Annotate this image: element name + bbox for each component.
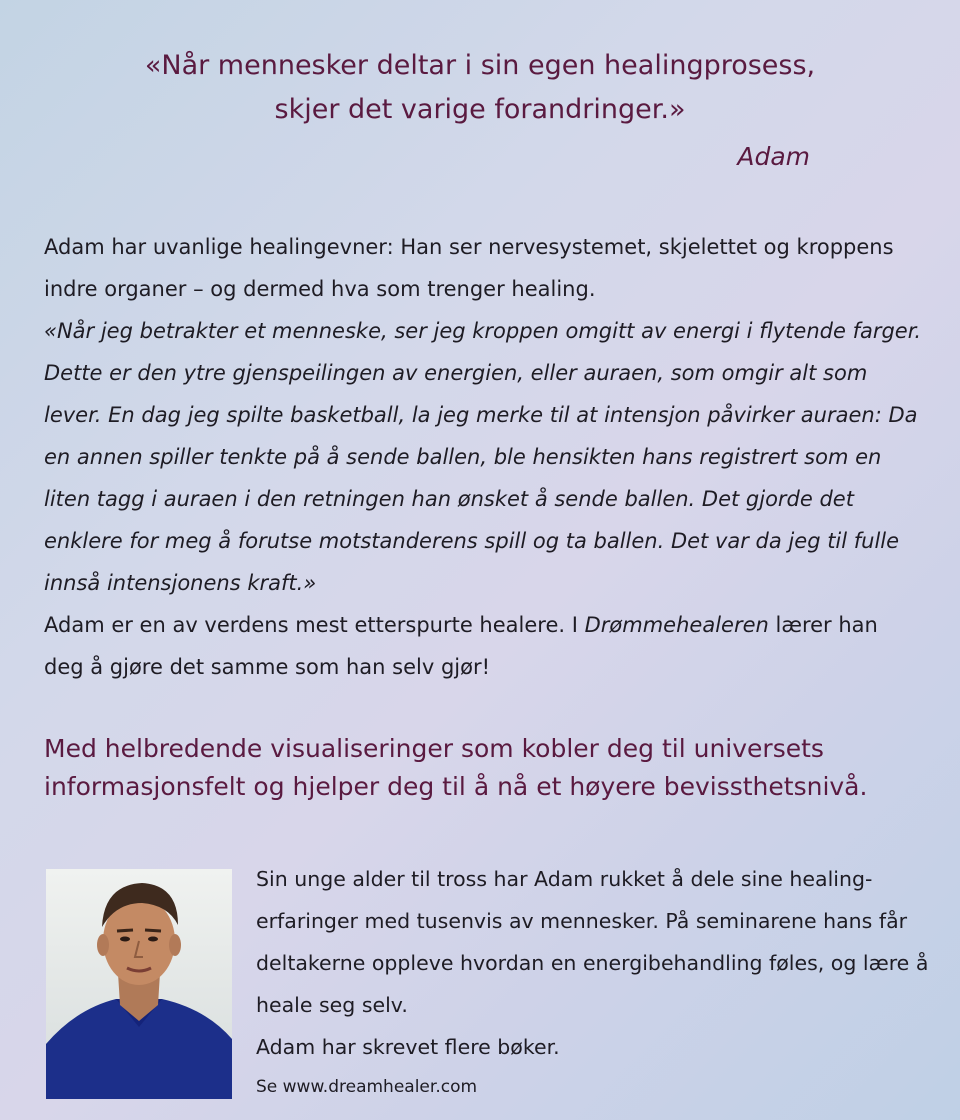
website-link[interactable]: Se www.dreamhealer.com bbox=[256, 1077, 478, 1097]
headline: Med helbredende visualiseringer som kobler deg til universets informasjonsfelt og hjelper deg til å nå et høyere bevissthetsnivå. bbox=[44, 734, 868, 801]
description-block bbox=[44, 226, 924, 688]
quote-author: Adam bbox=[737, 142, 810, 171]
author-bio bbox=[256, 858, 936, 1104]
bio-paragraph: Sin unge alder til tross har Adam rukket å dele sine healing-erfaringer med tusenvis av mennesker. På seminarene hans får deltakerne oppleve hvordan en energibehandling føles, og lære å heale seg selv. bbox=[256, 867, 929, 1017]
quote-line-1: «Når mennesker deltar i sin egen healingprosess, bbox=[144, 50, 816, 81]
cover-quote bbox=[0, 44, 960, 132]
book-title: Drømmehealeren bbox=[584, 613, 769, 637]
books-line: Adam har skrevet flere bøker. bbox=[256, 1035, 560, 1059]
intro-paragraph: Adam har uvanlige healingevner: Han ser nervesystemet, skjelettet og kroppens indre organer – og dermed hva som trenger healing. bbox=[44, 235, 894, 301]
author-portrait-image bbox=[46, 869, 232, 1099]
author-photo bbox=[46, 869, 232, 1099]
quote-line-2: skjer det varige forandringer.» bbox=[274, 94, 686, 125]
adam-quote-paragraph: «Når jeg betrakter et menneske, ser jeg kroppen omgitt av energi i flytende farger. Dette er den ytre gjenspeilingen av energien, eller auraen, som omgir alt som lever. En dag jeg spilte basketball, la jeg merke til at intensjon påvirker auraen: Da en annen spiller tenkte på å sende ballen, ble hensikten hans registrert som en liten tagg i auraen i den retningen han ønsket å sende ballen. Det gjorde det enklere for meg å forutse motstanderens spill og ta ballen. Det var da jeg til fulle innså intensjonens kraft.» bbox=[44, 319, 922, 595]
closing-paragraph: Adam er en av verdens mest etterspurte healere. I Drømmehealeren lærer han deg å gjøre det samme som han selv gjør! bbox=[44, 613, 878, 679]
